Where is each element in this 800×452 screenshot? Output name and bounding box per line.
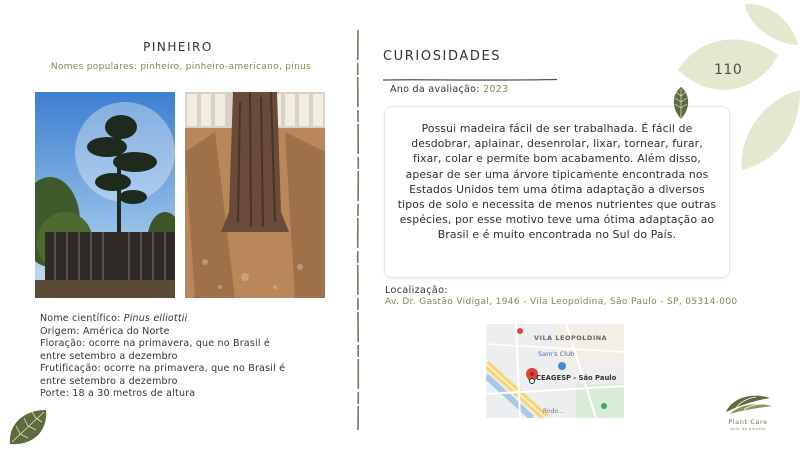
origin: Origem: América do Norte xyxy=(40,325,170,337)
plant-facts xyxy=(40,313,330,401)
plant-title: PINHEIRO xyxy=(143,40,213,54)
logo-tagline: guia de plantas xyxy=(730,426,766,431)
small-leaf-icon xyxy=(670,86,692,120)
section-title: CURIOSIDADES xyxy=(383,49,502,64)
location-map[interactable] xyxy=(486,324,624,418)
scientific-name: Pinus elliottii xyxy=(123,313,188,324)
map-pin-label: CEAGESP - São Paulo xyxy=(536,374,617,382)
plant-care-logo-icon xyxy=(722,392,774,416)
trunk-photo xyxy=(185,92,325,298)
section-underline xyxy=(383,67,557,71)
plant-size: Porte: 18 a 30 metros de altura xyxy=(40,388,196,399)
evaluation-year: Ano da avaliação: 2023 xyxy=(390,84,509,95)
flowering-line-1: Floração: ocorre na primavera, que no Brasil é xyxy=(40,338,270,349)
curiosity-text: Possui madeira fácil de ser trabalhada. É fácil de desdobrar, aplainar, desenrolar, lixar, tornear, furar, fixar, colar e permite bom acabamento. Além disso, apesar de ser uma árvore tipicamente encontrada nos Estados Unidos tem uma ótima adaptação a diversos tipos de solo e necessita de menos nutrientes que outras espécies, por esse motivo teve uma ótima adaptação ao Brasil e é muito encontrada no Sul do País. xyxy=(397,122,717,242)
location-label: Localização: xyxy=(385,285,448,296)
year-value: 2023 xyxy=(483,84,509,95)
map-road-label: Rodo... xyxy=(543,408,564,415)
map-district-label: VILA LEOPOLDINA xyxy=(534,334,608,342)
location-address: Av. Dr. Gastão Vidigal, 1946 - Vila Leopoldina, São Paulo - SP, 05314-000 xyxy=(385,297,738,307)
fruiting-line-2: entre setembro a dezembro xyxy=(40,375,178,387)
logo-name: Plant Care xyxy=(728,418,768,426)
popular-names: Nomes populares: pinheiro, pinheiro-americano, pinus xyxy=(50,62,312,72)
column-divider xyxy=(356,30,360,430)
map-poi-label: Sam's Club xyxy=(538,350,575,358)
corner-leaf-icon xyxy=(6,404,50,448)
flowering-line-2: entre setembro a dezembro xyxy=(40,350,178,362)
tree-photo xyxy=(35,92,175,298)
scientific-name-line: Nome científico: Pinus elliottii xyxy=(40,313,188,324)
fruiting-line-1: Frutificação: ocorre na primavera, que no Brasil é xyxy=(40,363,286,374)
page-number: 110 xyxy=(714,62,743,78)
